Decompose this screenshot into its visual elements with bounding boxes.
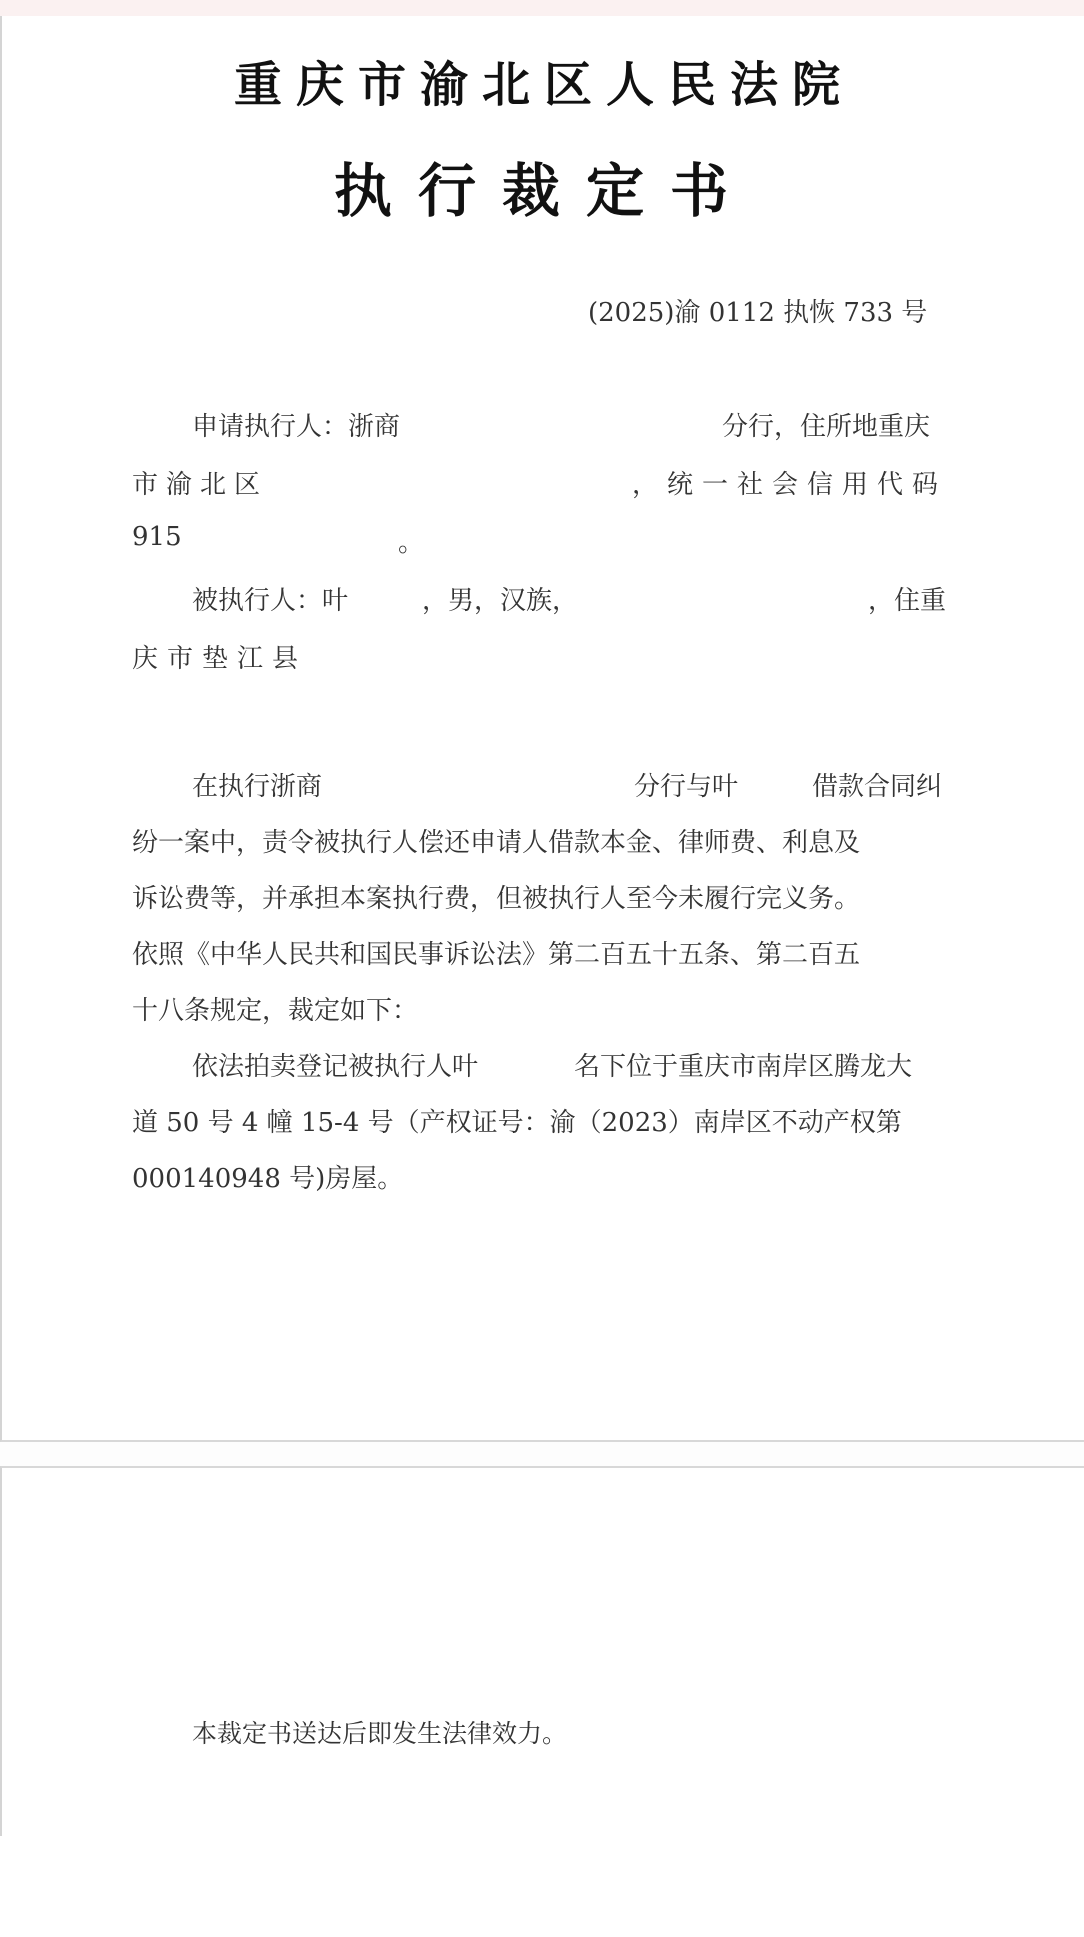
para2-line2: 道 50 号 4 幢 15-4 号（产权证号：渝（2023）南岸区不动产权第 — [132, 1108, 902, 1138]
document-page-1 — [0, 16, 1084, 1442]
para1-head: 在执行浙商 — [192, 772, 323, 802]
para2-head: 依法拍卖登记被执行人叶 — [192, 1052, 479, 1082]
respondent-label: 被执行人：叶 — [192, 586, 349, 616]
page-gap — [0, 1442, 1084, 1466]
applicant-address-head: 市渝北区 — [132, 470, 269, 500]
applicant-credit-label: ，统一社会信用代码 — [632, 470, 948, 500]
document-page-2 — [0, 1466, 1084, 1836]
para1-line5: 十八条规定，裁定如下： — [132, 996, 419, 1026]
document-title: 执行裁定书 — [333, 157, 754, 225]
para1-tail: 借款合同纠 — [812, 772, 943, 802]
applicant-credit-code: 915 — [132, 522, 182, 552]
para1-mid: 分行与叶 — [634, 772, 739, 802]
para1-line4: 依照《中华人民共和国民事诉讼法》第二百五十五条、第二百五 — [132, 940, 861, 970]
para1-line2: 纷一案中，责令被执行人偿还申请人借款本金、律师费、利息及 — [132, 828, 861, 858]
applicant-label: 申请执行人：浙商 — [192, 412, 401, 442]
case-number: (2025)渝 0112 执恢 733 号 — [588, 298, 928, 328]
top-bar — [0, 0, 1084, 16]
effect-statement: 本裁定书送达后即发生法律效力。 — [192, 1719, 568, 1748]
respondent-address-head: 庆市垫江县 — [132, 644, 308, 674]
respondent-info: ，男，汉族， — [422, 586, 579, 616]
para2-tail: 名下位于重庆市南岸区腾龙大 — [574, 1052, 913, 1082]
applicant-code-end: 。 — [398, 528, 425, 558]
applicant-tail: 分行，住所地重庆 — [722, 412, 931, 442]
respondent-address-tail: ，住重 — [868, 586, 947, 616]
para2-line3: 000140948 号)房屋。 — [132, 1164, 404, 1194]
court-name: 重庆市渝北区人民法院 — [233, 57, 854, 113]
para1-line3: 诉讼费等，并承担本案执行费，但被执行人至今未履行完义务。 — [132, 884, 861, 914]
